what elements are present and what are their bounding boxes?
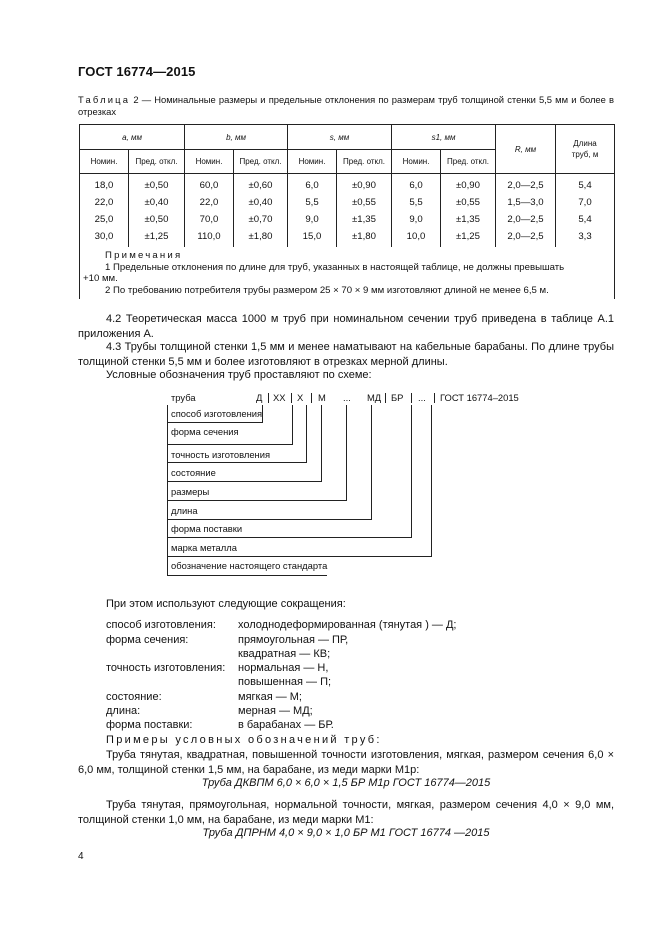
scheme-token: ХХ	[273, 392, 286, 403]
scheme-label: обозначение настоящего стандарта	[171, 560, 328, 571]
example-1-text: Труба тянутая, квадратная, повышенной точности изготовления, мягкая, размером сечения 6,0 × 6,0 мм, толщиной стенки 1,5 мм, на барабане, из меди марки М1р:	[78, 749, 614, 776]
abbr-label: форма сечения:	[106, 634, 189, 646]
note-2: 2 По требованию потребителя трубы размером 25 × 70 × 9 мм изготовляют длиной не менее 6,5 м.	[105, 284, 549, 296]
abbr-value: мерная — МД;	[238, 705, 313, 717]
header-length: Длина труб, м	[556, 125, 615, 174]
paragraph-4-2: 4.2 Теоретическая масса 1000 м труб при номинальном сечении труб приведена в таблице А.1 приложения А.	[78, 313, 614, 340]
page-number: 4	[78, 851, 84, 862]
scheme-token: БР	[391, 392, 404, 403]
table-row: 25,0 ±0,50 70,0 ±0,70 9,0 ±1,35 9,0 ±1,35 2,0—2,5 5,4	[80, 211, 615, 228]
scheme-token: Х	[297, 392, 304, 403]
scheme-token: Д	[256, 392, 263, 403]
subheader-nom: Номин.	[185, 150, 234, 174]
notes-title: Примечания	[105, 250, 183, 261]
subheader-dev: Пред. откл.	[234, 150, 288, 174]
scheme-token: труба	[171, 392, 196, 403]
abbr-label: точность изготовления:	[106, 662, 226, 674]
paragraph-4-3: 4.3 Трубы толщиной стенки 1,5 мм и менее наматывают на кабельные барабаны. По длине трубы толщиной стенки 5,5 мм и более изготовляют в отрезках мерной длины.	[78, 341, 614, 368]
abbr-value: прямоугольная — ПР,	[238, 634, 349, 646]
note-1: 1 Предельные отклонения по длине для труб, указанных в настоящей таблице, не должны превышать	[105, 261, 565, 273]
header-a: a, мм	[80, 125, 185, 150]
subheader-nom: Номин.	[80, 150, 129, 174]
scheme-label: форма сечения	[171, 426, 239, 437]
header-s: s, мм	[288, 125, 392, 150]
subheader-dev: Пред. откл.	[441, 150, 496, 174]
table-row: 22,0 ±0,40 22,0 ±0,40 5,5 ±0,55 5,5 ±0,55 1,5—3,0 7,0	[80, 194, 615, 211]
table-caption-text: 2 — Номинальные размеры и предельные отклонения по размерам труб толщиной стенки 5,5 мм и более в отрезках	[78, 94, 614, 117]
abbr-value: повышенная — П;	[238, 676, 332, 688]
scheme-token: М	[318, 392, 326, 403]
abbr-value: в барабанах — БР.	[238, 719, 334, 731]
header-s1: s1, мм	[392, 125, 496, 150]
abbr-label: длина:	[106, 705, 141, 717]
scheme-token: ГОСТ 16774–2015	[440, 392, 519, 403]
abbr-label: состояние:	[106, 691, 162, 703]
abbr-label: способ изготовления:	[106, 619, 216, 631]
document-header: ГОСТ 16774—2015	[78, 64, 196, 79]
abbr-value: квадратная — КВ;	[238, 648, 331, 660]
abbr-label: форма поставки:	[106, 719, 193, 731]
abbreviations-intro: При этом используют следующие сокращения:	[106, 598, 346, 610]
abbr-value: нормальная — Н,	[238, 662, 329, 674]
scheme-label: точность изготовления	[171, 449, 271, 460]
abbr-value: мягкая — М;	[238, 691, 302, 703]
scheme-label: состояние	[171, 467, 216, 478]
subheader-dev: Пред. откл.	[337, 150, 392, 174]
table-caption-label: Таблица	[78, 94, 131, 105]
subheader-dev: Пред. откл.	[129, 150, 185, 174]
subheader-nom: Номин.	[288, 150, 337, 174]
scheme-label: длина	[171, 505, 198, 516]
example-2-designation: Труба ДПРНМ 4,0 × 9,0 × 1,0 БР М1 ГОСТ 16774 —2015	[202, 827, 490, 839]
header-b: b, мм	[185, 125, 288, 150]
table-row: 18,0 ±0,50 60,0 ±0,60 6,0 ±0,90 6,0 ±0,90 2,0—2,5 5,4	[80, 174, 615, 195]
scheme-label: размеры	[171, 486, 210, 497]
subheader-nom: Номин.	[392, 150, 441, 174]
table-row: 30,0 ±1,25 110,0 ±1,80 15,0 ±1,80 10,0 ±1,25 2,0—2,5 3,3	[80, 228, 615, 247]
header-r: R, мм	[496, 125, 556, 174]
scheme-label: марка металла	[171, 542, 237, 553]
note-1-continuation: +10 мм.	[83, 273, 118, 285]
abbr-value: холоднодеформированная (тянутая ) — Д;	[238, 619, 457, 631]
scheme-token: ...	[418, 392, 426, 403]
example-2-text: Труба тянутая, прямоугольная, нормальной точности, мягкая, размером сечения 4,0 × 9,0 мм, толщиной стенки 1,0 мм, на барабане, из меди марки М1:	[78, 799, 614, 826]
example-1-designation: Труба ДКВПМ 6,0 × 6,0 × 1,5 БР М1р ГОСТ 16774—2015	[201, 777, 491, 789]
scheme-token: ...	[343, 392, 351, 403]
scheme-token: МД	[367, 392, 382, 403]
scheme-label: форма поставки	[171, 523, 243, 534]
examples-title: Примеры условных обозначений труб:	[106, 734, 382, 746]
scheme-intro: Условные обозначения труб проставляют по схеме:	[106, 369, 372, 381]
scheme-label: способ изготовления	[171, 408, 263, 419]
